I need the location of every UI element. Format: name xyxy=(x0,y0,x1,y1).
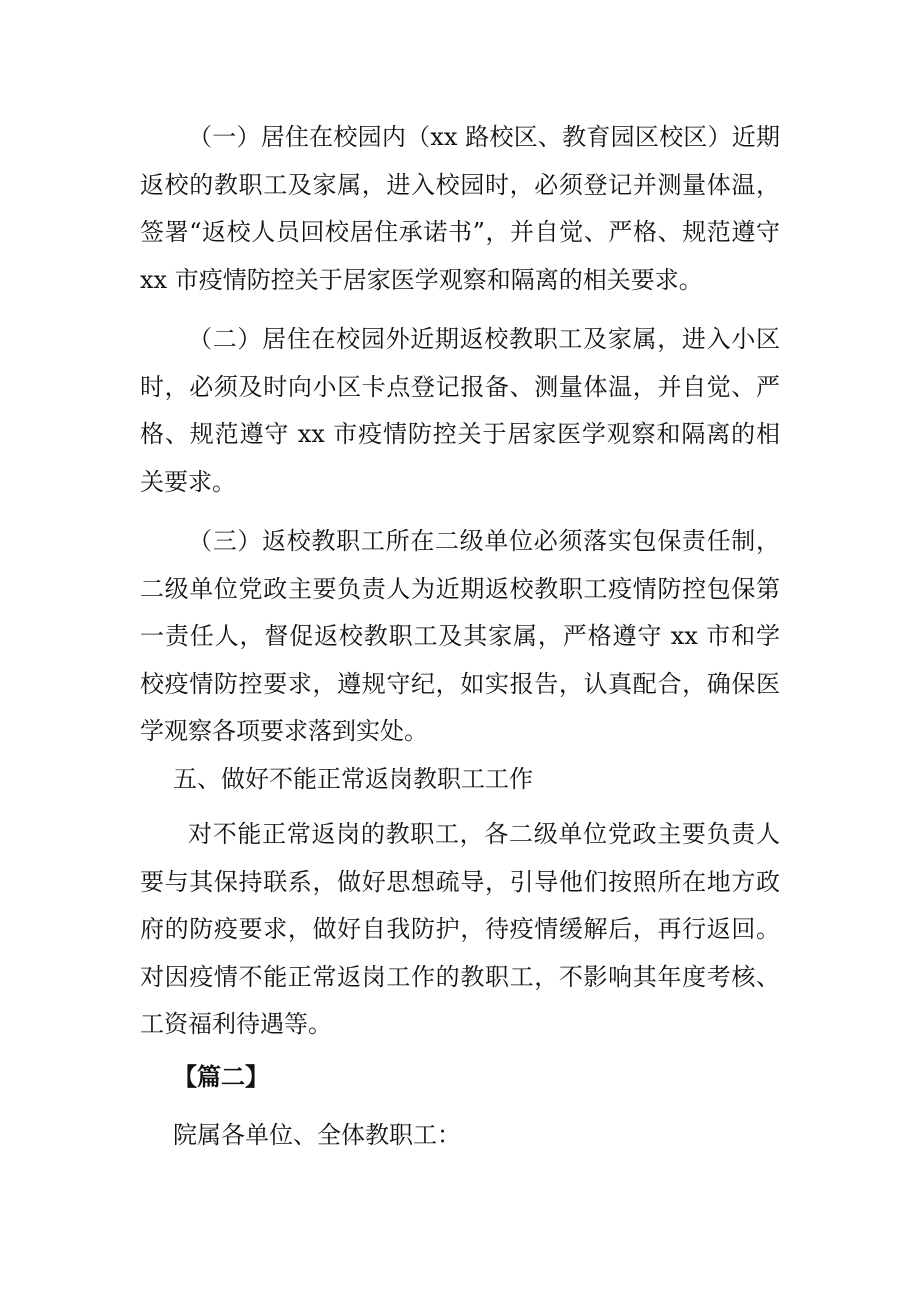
salutation: 院属各单位、全体教职工： xyxy=(173,1121,461,1149)
part-heading: 【篇二】 xyxy=(173,1062,269,1091)
paragraph-one: （一）居住在校园内（xx 路校区、教育园区校区）近期返校的教职工及家属，进入校园时，必须登记并测量体温，签署“返校人员回校居住承诺书”，并自觉、严格、规范遵守 xx 市疫情防控关于居家医学观察和隔离的相关要求。 xyxy=(140,123,780,294)
paragraph-three: （三）返校教职工所在二级单位必须落实包保责任制，二级单位党政主要负责人为近期返校教职工疫情防控包保第一责任人，督促返校教职工及其家属，严格遵守 xx 市和学校疫情防控要求，遵规守纪，如实报告，认真配合，确保医学观察各项要求落到实处。 xyxy=(140,527,780,745)
paragraph-two: （二）居住在校园外近期返校教职工及家属，进入小区时，必须及时向小区卡点登记报备、测量体温，并自觉、严格、规范遵守 xx 市疫情防控关于居家医学观察和隔离的相关要求。 xyxy=(140,325,780,496)
section-paragraph: 对不能正常返岗的教职工，各二级单位党政主要负责人要与其保持联系，做好思想疏导，引导他们按照所在地方政府的防疫要求，做好自我防护，待疫情缓解后，再行返回。对因疫情不能正常返岗工作的教职工，不影响其年度考核、工资福利待遇等。 xyxy=(140,820,780,1038)
section-heading: 五、做好不能正常返岗教职工工作 xyxy=(173,765,533,793)
